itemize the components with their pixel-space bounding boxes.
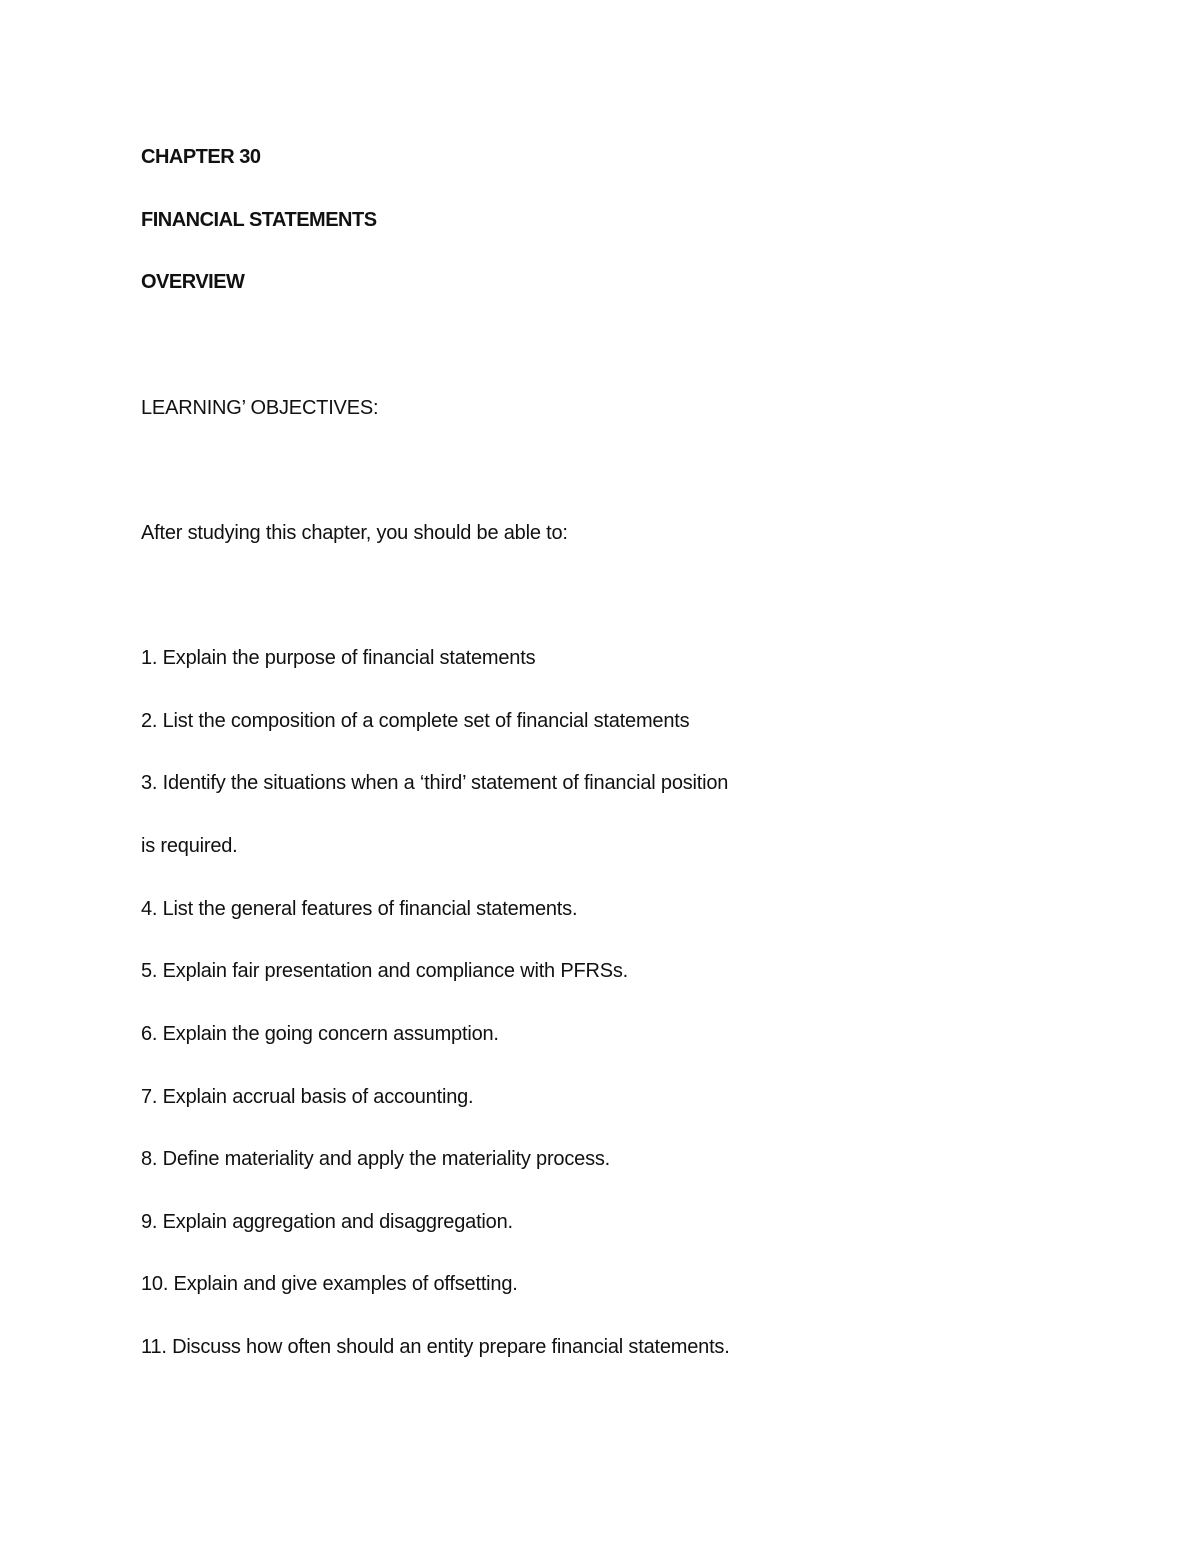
intro-text: After studying this chapter, you should be able to: <box>141 522 568 544</box>
objectives-heading: LEARNING’ OBJECTIVES: <box>141 397 379 419</box>
objective-item: 2. List the composition of a complete set of financial statements <box>141 710 690 732</box>
objective-item: 8. Define materiality and apply the materiality process. <box>141 1148 611 1170</box>
objective-item: 4. List the general features of financial statements. <box>141 898 578 920</box>
objective-item: 10. Explain and give examples of offsetting. <box>141 1273 518 1295</box>
objective-item-continuation: is required. <box>141 835 238 857</box>
objective-item: 9. Explain aggregation and disaggregation. <box>141 1211 513 1233</box>
objective-item: 1. Explain the purpose of financial statements <box>141 647 536 669</box>
objective-item: 6. Explain the going concern assumption. <box>141 1023 499 1045</box>
chapter-number: CHAPTER 30 <box>141 146 261 168</box>
chapter-title: FINANCIAL STATEMENTS <box>141 209 377 231</box>
objective-item: 3. Identify the situations when a ‘third’ statement of financial position <box>141 772 729 794</box>
objective-item: 11. Discuss how often should an entity prepare financial statements. <box>141 1336 730 1358</box>
objective-item: 7. Explain accrual basis of accounting. <box>141 1086 474 1108</box>
overview-heading: OVERVIEW <box>141 271 245 293</box>
objective-item: 5. Explain fair presentation and compliance with PFRSs. <box>141 960 629 982</box>
